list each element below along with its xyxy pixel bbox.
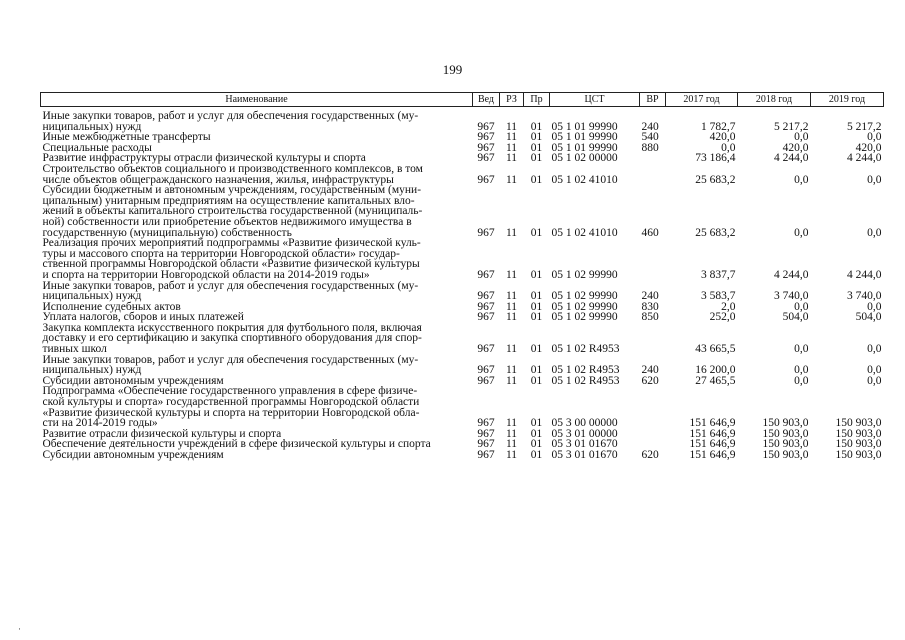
header-rz: РЗ bbox=[500, 93, 524, 107]
cell-vr bbox=[640, 386, 666, 428]
cell-2017: 27 465,5 bbox=[695, 374, 736, 387]
table-row bbox=[41, 323, 884, 355]
cell-cst: 05 1 02 R4953 bbox=[551, 343, 620, 356]
cell-2017: 73 186,4 bbox=[695, 152, 736, 165]
cell-2018: 150 903,0 bbox=[762, 438, 809, 451]
row-name-line: Развитие инфраструктуры отрасли физической культуры и спорта bbox=[42, 152, 366, 165]
row-name-line: тивных школ bbox=[42, 343, 107, 356]
cell-cst: 05 1 02 R4953 bbox=[551, 374, 620, 387]
cell-vr bbox=[640, 153, 666, 164]
cell-pr: 01 bbox=[530, 449, 543, 461]
row-name-line: Иные закупки товаров, работ и услуг для обеспечения государственных (му- bbox=[42, 353, 419, 366]
cell-cst: 05 3 01 01670 bbox=[551, 438, 618, 451]
cell-vr: 460 bbox=[641, 226, 659, 239]
cell-rz: 11 bbox=[505, 438, 518, 451]
cell-2018: 0,0 bbox=[794, 173, 809, 186]
table-row bbox=[41, 450, 884, 461]
header-2019: 2019 год bbox=[811, 93, 884, 107]
cell-cst: 05 1 02 41010 bbox=[551, 226, 618, 239]
cell-vr: 620 bbox=[641, 374, 659, 387]
row-name-line: и спорта на территории Новгородской области на 2014-2019 годы» bbox=[42, 268, 370, 281]
cell-cst: 05 1 01 99990 bbox=[551, 120, 618, 133]
cell-pr: 01 bbox=[530, 300, 543, 313]
cell-2018: 0,0 bbox=[794, 364, 809, 377]
cell-pr: 01 bbox=[530, 311, 543, 324]
cell-2019: 0,0 bbox=[867, 173, 882, 186]
cell-2017: 420,0 bbox=[709, 131, 736, 144]
row-name-line: доставку и его сертификацию и закупка спортивного оборудования для спор- bbox=[42, 332, 422, 345]
cell-pr: 01 bbox=[530, 131, 543, 144]
cell-2017: 25 683,2 bbox=[695, 226, 736, 239]
row-name-line: Субсидии бюджетным и автономным учреждениям, государственным (муни- bbox=[42, 184, 422, 197]
cell-cst: 05 3 01 01670 bbox=[551, 449, 618, 461]
row-name-line: Иные закупки товаров, работ и услуг для обеспечения государственных (му- bbox=[42, 279, 419, 292]
row-name bbox=[41, 185, 473, 238]
cell-2019: 504,0 bbox=[855, 311, 882, 324]
cell-2018: 0,0 bbox=[794, 374, 809, 387]
cell-ved: 967 bbox=[477, 131, 495, 144]
row-name bbox=[41, 386, 473, 428]
row-name-line: Специальные расходы bbox=[42, 141, 152, 154]
cell-2019: 0,0 bbox=[867, 374, 882, 387]
header-cst: ЦСТ bbox=[550, 93, 640, 107]
row-name-line: Развитие отрасли физической культуры и спорта bbox=[42, 427, 282, 440]
row-name-line: Реализация прочих мероприятий подпрограммы «Развитие физической куль- bbox=[42, 237, 421, 250]
cell-pr: 01 bbox=[530, 226, 543, 239]
cell-2019: 150 903,0 bbox=[835, 438, 882, 451]
cell-cst: 05 1 02 41010 bbox=[551, 173, 618, 186]
cell-rz: 11 bbox=[505, 290, 518, 303]
table-row bbox=[41, 164, 884, 185]
cell-rz: 11 bbox=[505, 141, 518, 154]
cell-2019: 4 244,0 bbox=[847, 268, 882, 281]
cell-pr: 01 bbox=[530, 364, 543, 377]
cell-2017: 2,0 bbox=[721, 300, 736, 313]
header-row bbox=[41, 93, 884, 107]
cell-cst: 05 1 02 99990 bbox=[551, 268, 618, 281]
row-name-line: Подпрограмма «Обеспечение государственного управления в сфере физиче- bbox=[42, 385, 418, 398]
cell-2017: 151 646,9 bbox=[689, 417, 736, 430]
header-vr: ВР bbox=[640, 93, 666, 107]
cell-2018: 0,0 bbox=[794, 300, 809, 313]
cell-cst: 05 1 02 00000 bbox=[551, 152, 618, 165]
cell-ved: 967 bbox=[477, 290, 495, 303]
cell-ved: 967 bbox=[477, 427, 495, 440]
cell-2018: 4 244,0 bbox=[774, 268, 809, 281]
row-name-line: числе объектов общегражданского назначения, жилья, инфраструктуры bbox=[42, 173, 394, 186]
row-name bbox=[41, 281, 473, 302]
row-name-line: Субсидии автономным учреждениям bbox=[42, 374, 224, 387]
cell-ved: 967 bbox=[477, 438, 495, 451]
cell-2018: 0,0 bbox=[794, 226, 809, 239]
cell-2018: 5 217,2 bbox=[774, 120, 809, 133]
cell-pr: 01 bbox=[530, 268, 543, 281]
cell-rz: 11 bbox=[505, 173, 518, 186]
table-row bbox=[41, 355, 884, 376]
cell-2019: 0,0 bbox=[867, 343, 882, 356]
table-row bbox=[41, 386, 884, 428]
cell-ved: 967 bbox=[477, 343, 495, 356]
cell-ved: 967 bbox=[477, 311, 495, 324]
cell-2017: 151 646,9 bbox=[689, 427, 736, 440]
row-name-line: ниципальных) нужд bbox=[42, 120, 142, 133]
cell-rz: 11 bbox=[505, 268, 518, 281]
cell-ved: 967 bbox=[477, 120, 495, 133]
header-name: Наименование bbox=[41, 93, 473, 107]
cell-rz: 11 bbox=[505, 311, 518, 324]
cell-cst: 05 1 02 99990 bbox=[551, 290, 618, 303]
cell-2018: 150 903,0 bbox=[762, 449, 809, 461]
row-name bbox=[41, 111, 473, 132]
cell-vr: 880 bbox=[641, 141, 659, 154]
cell-ved: 967 bbox=[477, 449, 495, 461]
cell-pr: 01 bbox=[530, 417, 543, 430]
cell-vr bbox=[640, 323, 666, 355]
header-2018: 2018 год bbox=[738, 93, 811, 107]
cell-ved: 967 bbox=[477, 300, 495, 313]
cell-pr: 01 bbox=[530, 438, 543, 451]
row-name-line: ской культуры и спорта» государственной программы Новгородской области bbox=[42, 396, 420, 409]
cell-2017: 1 782,7 bbox=[701, 120, 736, 133]
cell-2017: 3 583,7 bbox=[701, 290, 736, 303]
cell-2019: 420,0 bbox=[855, 141, 882, 154]
cell-2019: 150 903,0 bbox=[835, 427, 882, 440]
row-name-line: ниципальных) нужд bbox=[42, 290, 142, 303]
table-body bbox=[41, 107, 884, 461]
table-row bbox=[41, 238, 884, 280]
cell-pr: 01 bbox=[530, 290, 543, 303]
cell-2017: 151 646,9 bbox=[689, 449, 736, 461]
cell-2017: 16 200,0 bbox=[695, 364, 736, 377]
page-number: 199 bbox=[442, 62, 463, 77]
cell-pr: 01 bbox=[530, 343, 543, 356]
cell-2017: 151 646,9 bbox=[689, 438, 736, 451]
row-name bbox=[41, 355, 473, 376]
cell-cst: 05 3 00 00000 bbox=[551, 417, 618, 430]
row-name-line: Уплата налогов, сборов и иных платежей bbox=[42, 311, 244, 324]
cell-2019: 3 740,0 bbox=[847, 290, 882, 303]
table-row bbox=[41, 281, 884, 302]
cell-pr: 01 bbox=[530, 120, 543, 133]
cell-2019: 150 903,0 bbox=[835, 449, 882, 461]
cell-vr: 850 bbox=[641, 311, 659, 324]
cell-ved: 967 bbox=[477, 141, 495, 154]
row-name-line: Субсидии автономным учреждениям bbox=[42, 449, 224, 461]
row-name-line: ниципальных) нужд bbox=[42, 364, 142, 377]
row-name bbox=[41, 323, 473, 355]
row-name-line: Обеспечение деятельности учреждений в сфере физической культуры и спорта bbox=[42, 438, 431, 451]
row-name-line: жений в объекты капитального строительства государственной (муниципаль- bbox=[42, 205, 423, 218]
row-name-line: Иные закупки товаров, работ и услуг для обеспечения государственных (му- bbox=[42, 110, 419, 122]
cell-pr: 01 bbox=[530, 374, 543, 387]
cell-rz: 11 bbox=[505, 374, 518, 387]
row-name-line: Закупка комплекта искусственного покрытия для футбольного поля, включая bbox=[42, 321, 422, 334]
cell-vr bbox=[640, 238, 666, 280]
cell-cst: 05 1 02 R4953 bbox=[551, 364, 620, 377]
cell-vr: 240 bbox=[641, 120, 659, 133]
cell-vr: 240 bbox=[641, 364, 659, 377]
cell-2017: 3 837,7 bbox=[701, 268, 736, 281]
header-2017: 2017 год bbox=[666, 93, 738, 107]
margin-mark: · bbox=[18, 624, 21, 634]
cell-ved: 967 bbox=[477, 226, 495, 239]
cell-rz: 11 bbox=[505, 427, 518, 440]
cell-2019: 4 244,0 bbox=[847, 152, 882, 165]
cell-rz: 11 bbox=[505, 120, 518, 133]
row-name-line: ципальным) унитарным предприятиям на осуществление капитальных вло- bbox=[42, 194, 415, 207]
row-name-line: сти на 2014-2019 годы» bbox=[42, 417, 158, 430]
row-name-line: Строительство объектов социального и производственного комплексов, в том bbox=[42, 162, 423, 175]
cell-2017: 25 683,2 bbox=[695, 173, 736, 186]
cell-cst: 05 1 01 99990 bbox=[551, 131, 618, 144]
row-name bbox=[41, 450, 473, 461]
cell-cst: 05 3 01 00000 bbox=[551, 427, 618, 440]
header-ved: Вед bbox=[473, 93, 500, 107]
cell-ved: 967 bbox=[477, 268, 495, 281]
cell-rz: 11 bbox=[505, 417, 518, 430]
cell-2018: 3 740,0 bbox=[774, 290, 809, 303]
cell-2018: 504,0 bbox=[782, 311, 809, 324]
cell-ved: 967 bbox=[477, 152, 495, 165]
cell-ved: 967 bbox=[477, 173, 495, 186]
cell-pr: 01 bbox=[530, 427, 543, 440]
cell-ved: 967 bbox=[477, 364, 495, 377]
row-name bbox=[41, 164, 473, 185]
cell-2018: 150 903,0 bbox=[762, 427, 809, 440]
table-header bbox=[41, 93, 884, 107]
cell-2019: 0,0 bbox=[867, 131, 882, 144]
row-name-line: Исполнение судебных актов bbox=[42, 300, 181, 313]
cell-rz: 11 bbox=[505, 226, 518, 239]
cell-cst: 05 1 01 99990 bbox=[551, 141, 618, 154]
cell-cst: 05 1 02 99990 bbox=[551, 311, 618, 324]
cell-2017: 0,0 bbox=[721, 141, 736, 154]
row-name-line: Иные межбюджетные трансферты bbox=[42, 131, 211, 144]
cell-2018: 4 244,0 bbox=[774, 152, 809, 165]
cell-vr: 620 bbox=[641, 449, 659, 461]
cell-rz: 11 bbox=[505, 449, 518, 461]
table-row bbox=[41, 185, 884, 238]
cell-2018: 0,0 bbox=[794, 343, 809, 356]
cell-2018: 0,0 bbox=[794, 131, 809, 144]
cell-ved: 967 bbox=[477, 417, 495, 430]
cell-pr: 01 bbox=[530, 141, 543, 154]
row-name-line: туры и массового спорта на территории Новгородской области» государ- bbox=[42, 247, 400, 260]
cell-2019: 150 903,0 bbox=[835, 417, 882, 430]
row-name-line: ственной программы Новгородской области «Развитие физической культуры bbox=[42, 258, 420, 271]
cell-2017: 43 665,5 bbox=[695, 343, 736, 356]
cell-ved: 967 bbox=[477, 374, 495, 387]
cell-pr: 01 bbox=[530, 173, 543, 186]
cell-rz: 11 bbox=[505, 152, 518, 165]
row-name-line: государственную (муниципальную) собственность bbox=[42, 226, 292, 239]
cell-rz: 11 bbox=[505, 343, 518, 356]
cell-2017: 252,0 bbox=[709, 311, 736, 324]
cell-2019: 0,0 bbox=[867, 226, 882, 239]
cell-vr: 830 bbox=[641, 300, 659, 313]
cell-vr bbox=[640, 164, 666, 185]
row-name-line: ной) собственности или приобретение объектов недвижимого имущества в bbox=[42, 215, 412, 228]
cell-2019: 0,0 bbox=[867, 300, 882, 313]
cell-2019: 5 217,2 bbox=[847, 120, 882, 133]
cell-2018: 420,0 bbox=[782, 141, 809, 154]
cell-rz: 11 bbox=[505, 364, 518, 377]
cell-vr: 540 bbox=[641, 131, 659, 144]
cell-rz: 11 bbox=[505, 131, 518, 144]
cell-cst: 05 1 02 99990 bbox=[551, 300, 618, 313]
table-row bbox=[41, 111, 884, 132]
row-name bbox=[41, 238, 473, 280]
cell-2018: 150 903,0 bbox=[762, 417, 809, 430]
row-name-line: «Развитие физической культуры и спорта на территории Новгородской обла- bbox=[42, 406, 420, 419]
cell-pr: 01 bbox=[530, 152, 543, 165]
budget-table bbox=[40, 92, 884, 461]
header-pr: Пр bbox=[524, 93, 550, 107]
cell-rz: 11 bbox=[505, 300, 518, 313]
cell-vr: 240 bbox=[641, 290, 659, 303]
cell-vr bbox=[640, 429, 666, 440]
cell-2019: 0,0 bbox=[867, 364, 882, 377]
table-row bbox=[41, 132, 884, 143]
